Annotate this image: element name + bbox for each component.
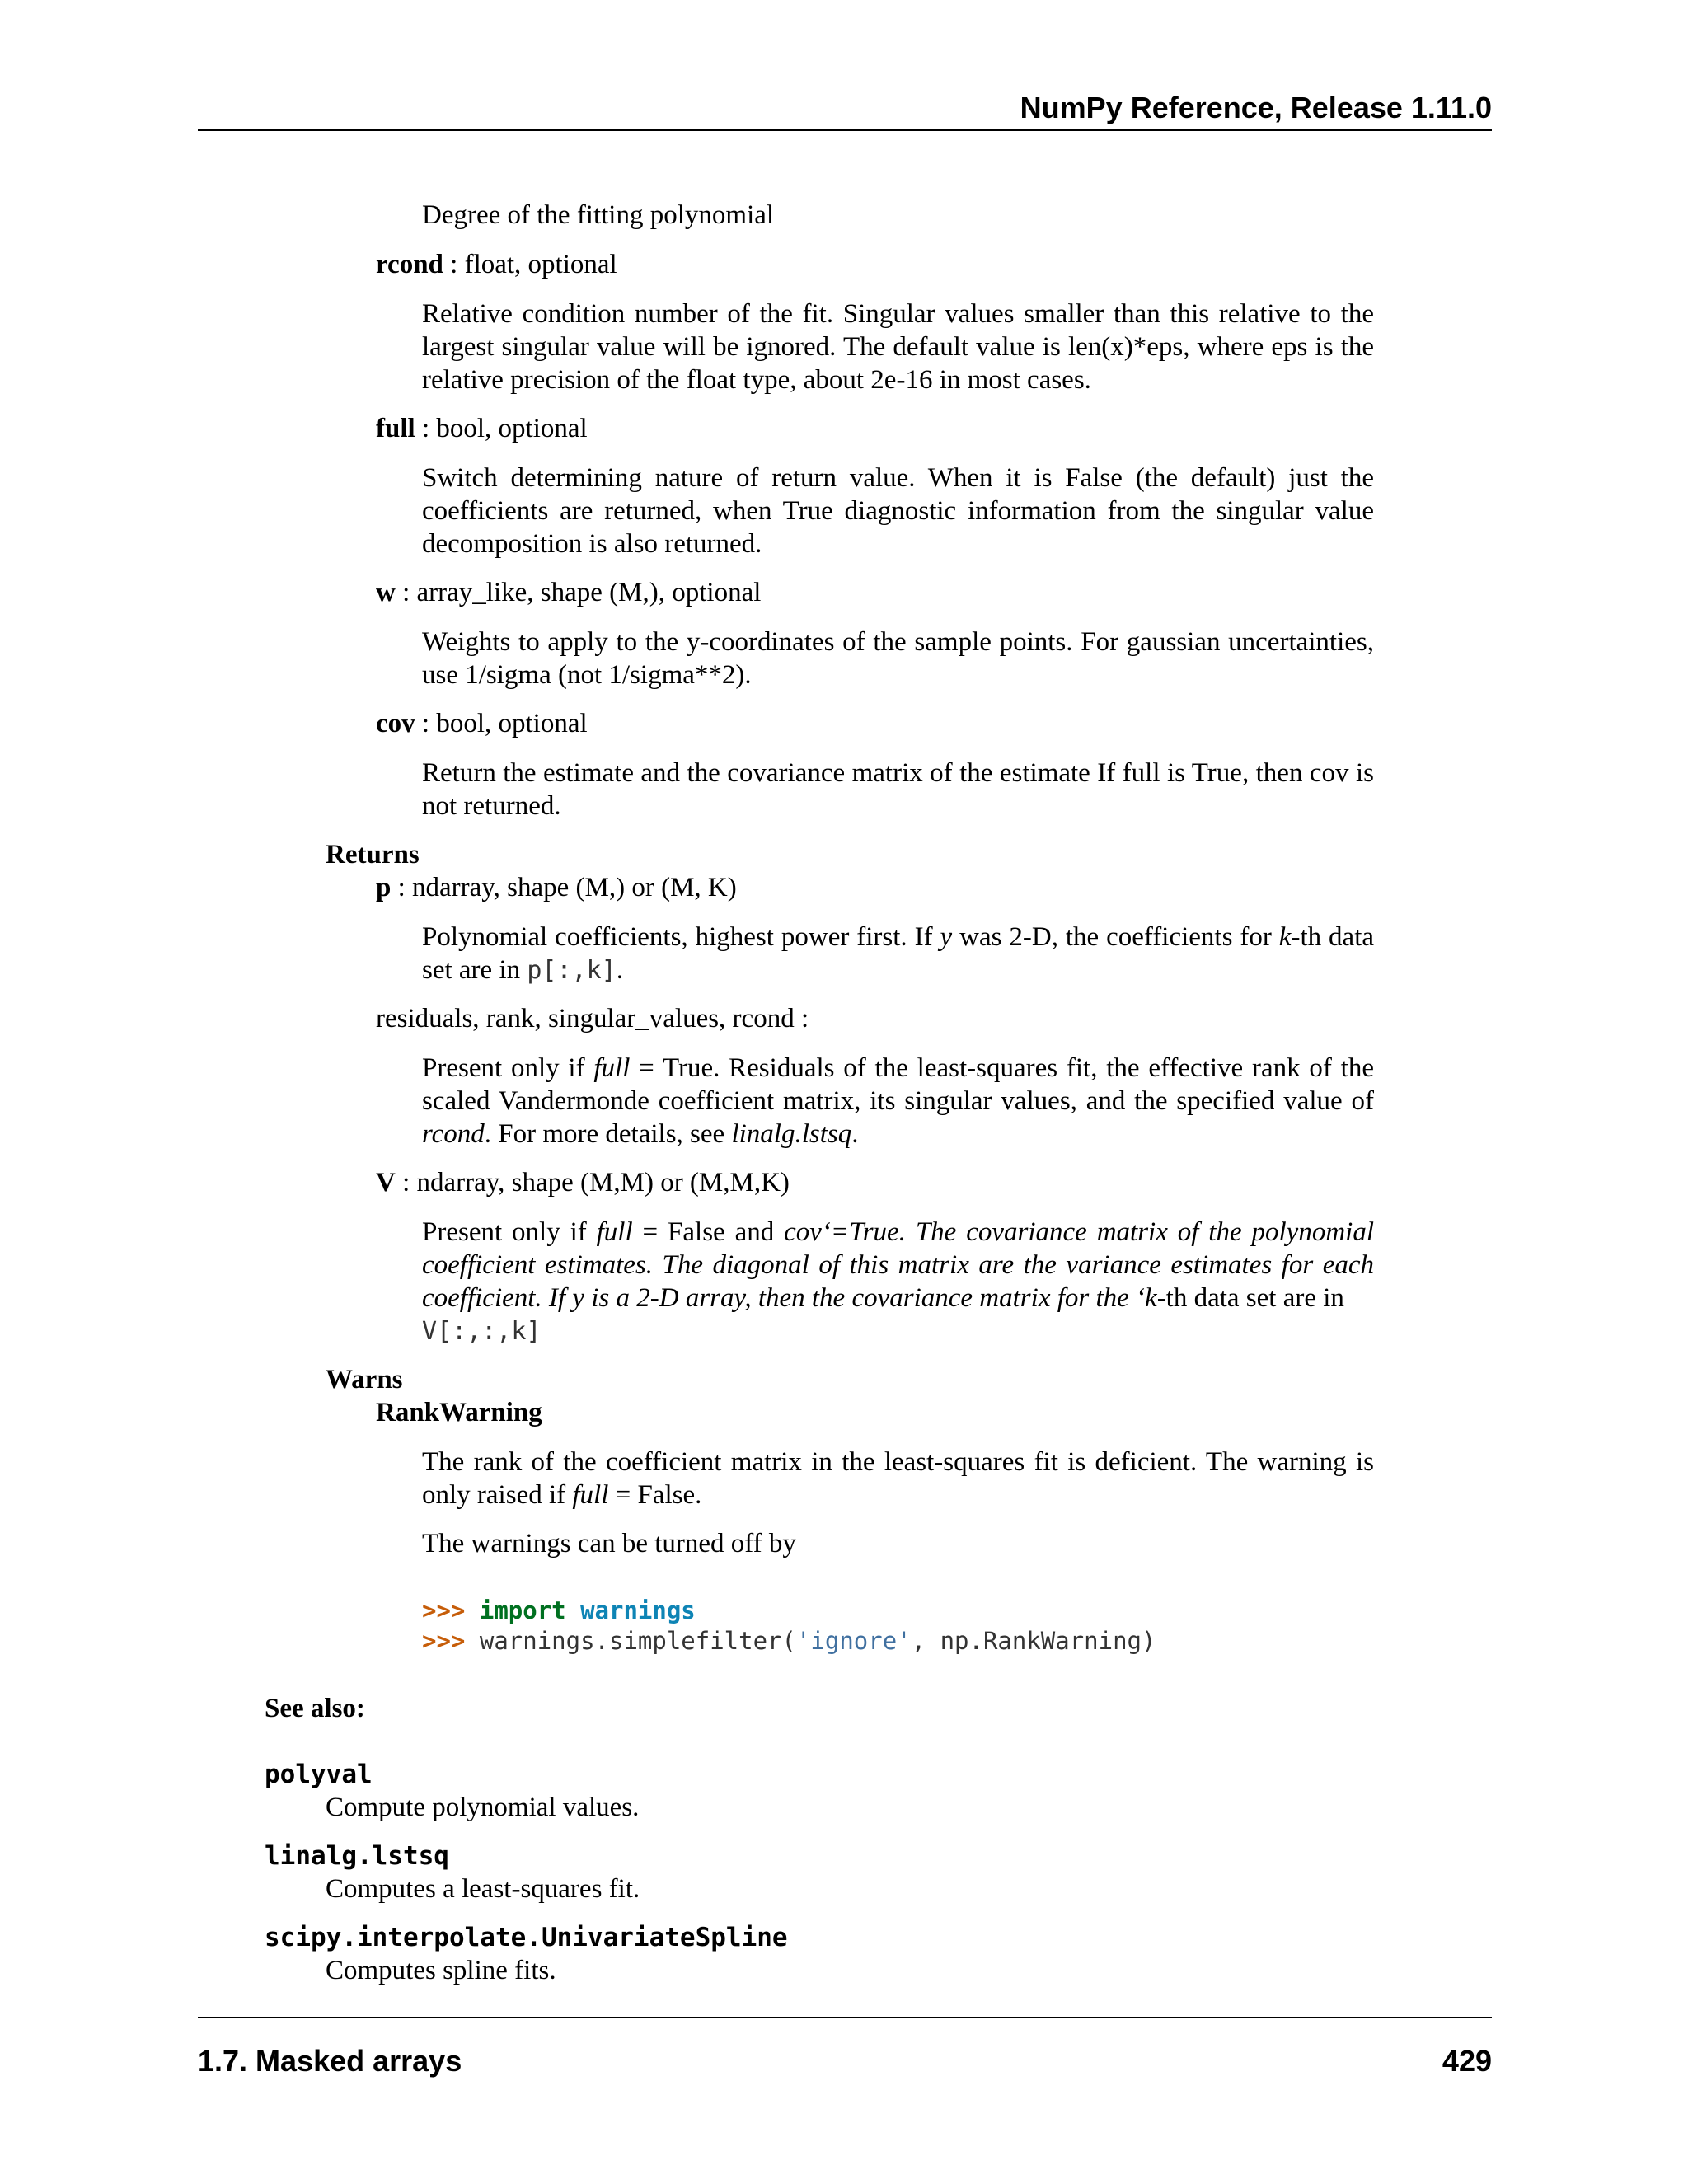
see-also-description: Computes a least-squares fit. <box>326 1874 640 1904</box>
return-name: p <box>376 873 392 902</box>
return-type: : ndarray, shape (M,M) or (M,M,K) <box>395 1168 790 1197</box>
param-full-description: Switch determining nature of return value. When it is False (the default) just the coefficients are returned, when True diagnostic information from the singular value decomposition is also returned. <box>422 463 1374 559</box>
footer-page-number: 429 <box>1442 2044 1492 2078</box>
code-prompt: >>> <box>422 1596 466 1624</box>
see-also-heading: See also: <box>265 1694 365 1723</box>
param-name: full <box>376 414 415 443</box>
param-name: rcond <box>376 250 443 279</box>
param-name: cov <box>376 709 415 738</box>
see-also-link-linalg-lstsq[interactable]: linalg.lstsq <box>265 1841 449 1871</box>
returns-heading: Returns <box>326 840 420 869</box>
see-also-description: Compute polynomial values. <box>326 1793 640 1822</box>
running-header: NumPy Reference, Release 1.11.0 <box>1020 91 1492 124</box>
param-type: : array_like, shape (M,), optional <box>395 578 762 607</box>
see-also-link-polyval[interactable]: polyval <box>265 1760 373 1789</box>
return-V-description: Present only if full = False and cov‘=True. The covariance matrix of the polynomial coefficient estimates. The diagonal of this matrix are the variance estimates for each coefficient. If y is a 2-D array, then the covariance matrix for the ‘k-th data set are in V[:,:,k] <box>422 1217 1374 1346</box>
warns-heading: Warns <box>326 1365 403 1394</box>
code-prompt: >>> <box>422 1627 466 1655</box>
return-residuals-description: Present only if full = True. Residuals of the least-squares fit, the effective rank of the scaled Vandermonde coefficient matrix, its singular values, and the specified value of rcond. For more details, see linalg.lstsq. <box>422 1053 1374 1149</box>
warning-turn-off-text: The warnings can be turned off by <box>422 1529 796 1558</box>
param-full <box>376 412 588 445</box>
see-also-description: Computes spline fits. <box>326 1956 556 1985</box>
param-w <box>376 576 761 609</box>
param-rcond-description: Relative condition number of the fit. Singular values smaller than this relative to the largest singular value will be ignored. The default value is len(x)*eps, where eps is the relative precision of the float type, about 2e-16 in most cases. <box>422 299 1374 395</box>
inline-code: p[:,k] <box>527 956 617 985</box>
param-w-description: Weights to apply to the y-coordinates of the sample points. For gaussian uncertainties, use 1/sigma (not 1/sigma**2). <box>422 627 1374 690</box>
reference-link[interactable]: linalg.lstsq <box>731 1119 852 1149</box>
param-cov-description: Return the estimate and the covariance matrix of the estimate If full is True, then cov is not returned. <box>422 758 1374 821</box>
param-type: : bool, optional <box>415 414 588 443</box>
return-V <box>376 1166 790 1199</box>
return-p-description: Polynomial coefficients, highest power first. If y was 2-D, the coefficients for k-th data set are in p[:,k]. <box>422 922 1375 985</box>
return-type: : ndarray, shape (M,) or (M, K) <box>391 873 737 902</box>
inline-code: V[:,:,k] <box>422 1317 542 1346</box>
param-rcond <box>376 248 617 281</box>
param-type: : bool, optional <box>415 709 588 738</box>
param-name: w <box>376 578 396 607</box>
header-rule <box>198 129 1492 131</box>
warning-name: RankWarning <box>376 1398 542 1427</box>
return-p <box>376 871 737 904</box>
param-deg-description: Degree of the fitting polynomial <box>422 200 775 230</box>
footer-rule <box>198 2017 1492 2018</box>
code-block: >>> import warnings >>> warnings.simplefilter('ignore', np.RankWarning) <box>422 1596 1156 1655</box>
param-type: : float, optional <box>443 250 617 279</box>
param-cov <box>376 707 588 740</box>
warning-description: The rank of the coefficient matrix in the least-squares fit is deficient. The warning is only raised if full = False. <box>422 1447 1374 1510</box>
return-residuals: residuals, rank, singular_values, rcond : <box>376 1004 809 1033</box>
footer-section-title: 1.7. Masked arrays <box>198 2044 462 2078</box>
see-also-link-univariate-spline[interactable]: scipy.interpolate.UnivariateSpline <box>265 1923 788 1952</box>
return-name: V <box>376 1168 396 1197</box>
